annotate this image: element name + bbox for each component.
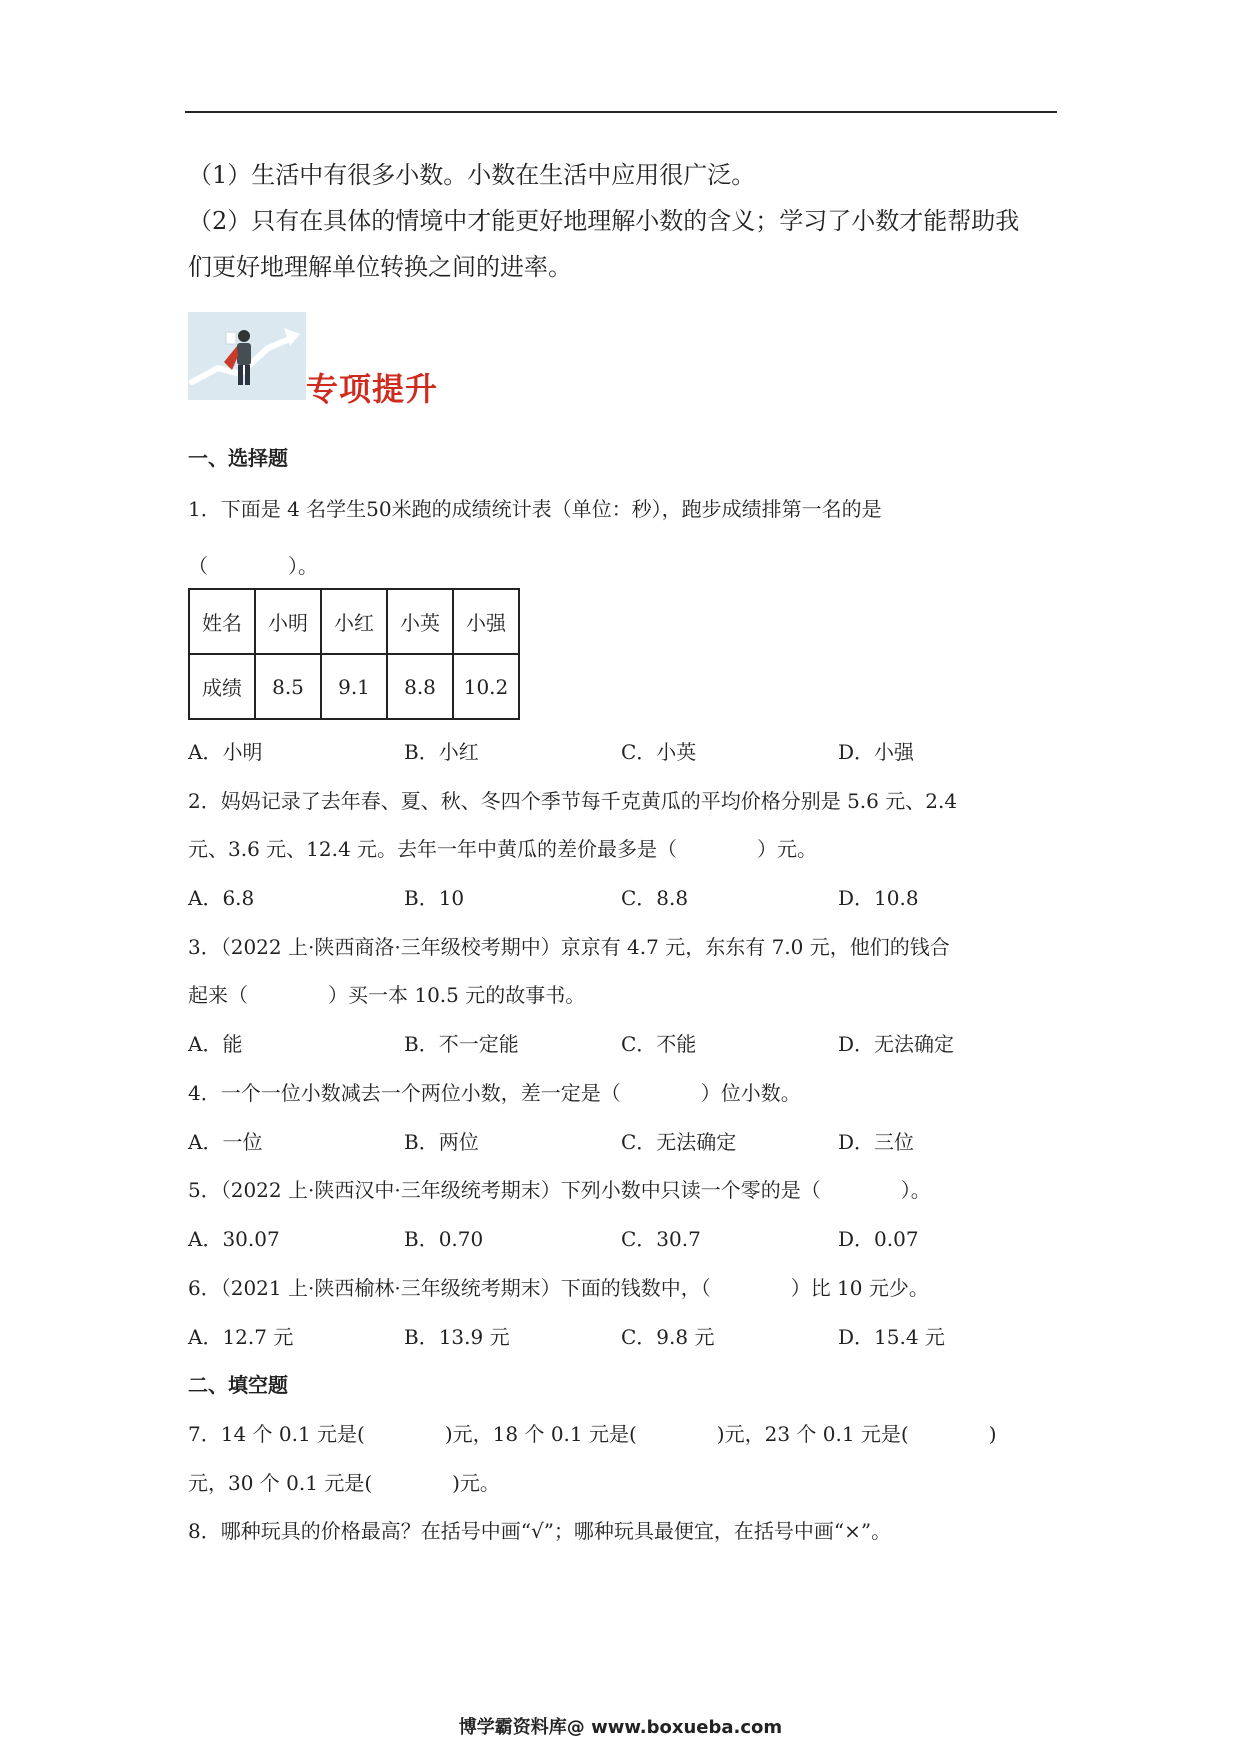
question-5-text: 5．（2022 上·陕西汉中·三年级统考期末）下列小数中只读一个零的是（ ）。	[188, 1178, 931, 1202]
table-cell: 姓名	[189, 589, 255, 654]
q4-option-d[interactable]: D．三位	[838, 1130, 915, 1154]
q6-option-c[interactable]: C．9.8 元	[621, 1325, 715, 1349]
question-8-text: 8．哪种玩具的价格最高？在括号中画“√”；哪种玩具最便宜，在括号中画“×”。	[188, 1519, 892, 1543]
q2-option-b[interactable]: B．10	[404, 886, 465, 910]
table-cell: 小红	[321, 589, 387, 654]
q1-option-c[interactable]: C．小英	[621, 740, 697, 764]
section-heading-fill: 二、填空题	[188, 1373, 288, 1397]
question-2-line-1: 2．妈妈记录了去年春、夏、秋、冬四个季节每千克黄瓜的平均价格分别是 5.6 元、2.4	[188, 789, 958, 813]
score-table	[188, 588, 520, 720]
q5-option-c[interactable]: C．30.7	[621, 1227, 701, 1251]
q6-option-a[interactable]: A．12.7 元	[188, 1325, 294, 1349]
q3-option-b[interactable]: B．不一定能	[404, 1032, 519, 1056]
q4-option-c[interactable]: C．无法确定	[621, 1130, 737, 1154]
q4-option-a[interactable]: A．一位	[188, 1130, 263, 1154]
runner-arrow-icon	[188, 312, 306, 400]
table-row	[189, 589, 519, 654]
table-cell: 小英	[387, 589, 453, 654]
intro-point-2-line-2: 们更好地理解单位转换之间的进率。	[188, 253, 572, 281]
table-cell: 8.5	[255, 654, 321, 719]
question-6-text: 6．（2021 上·陕西榆林·三年级统考期末）下面的钱数中，（ ）比 10 元少。	[188, 1276, 929, 1300]
q5-option-d[interactable]: D．0.07	[838, 1227, 919, 1251]
q3-option-c[interactable]: C．不能	[621, 1032, 697, 1056]
footer-watermark: 博学霸资料库@ www.boxueba.com	[458, 1717, 783, 1738]
question-1-blank: （ ）。	[188, 554, 318, 578]
section-heading-choice: 一、选择题	[188, 446, 288, 470]
q4-option-b[interactable]: B．两位	[404, 1130, 479, 1154]
q1-option-d[interactable]: D．小强	[838, 740, 915, 764]
table-row	[189, 654, 519, 719]
question-7-line-2: 元，30 个 0.1 元是( )元。	[188, 1471, 500, 1495]
q3-option-a[interactable]: A．能	[188, 1032, 243, 1056]
q3-option-d[interactable]: D．无法确定	[838, 1032, 955, 1056]
q5-option-b[interactable]: B．0.70	[404, 1227, 484, 1251]
q1-option-b[interactable]: B．小红	[404, 740, 479, 764]
intro-point-2-line-1: （2）只有在具体的情境中才能更好地理解小数的含义；学习了小数才能帮助我	[188, 207, 1020, 235]
question-2-line-2: 元、3.6 元、12.4 元。去年一年中黄瓜的差价最多是（ ）元。	[188, 837, 818, 861]
q2-option-c[interactable]: C．8.8	[621, 886, 689, 910]
section-banner-title: 专项提升	[306, 370, 439, 408]
banner-illustration	[188, 312, 306, 400]
question-3-line-1: 3．（2022 上·陕西商洛·三年级校考期中）京京有 4.7 元，东东有 7.0 元，他们的钱合	[188, 935, 950, 959]
table-cell: 8.8	[387, 654, 453, 719]
question-1-text: 1．下面是 4 名学生50米跑的成绩统计表（单位：秒），跑步成绩排第一名的是	[188, 497, 882, 521]
header-rule	[185, 111, 1057, 113]
table-cell: 小明	[255, 589, 321, 654]
table-cell: 成绩	[189, 654, 255, 719]
q2-option-a[interactable]: A．6.8	[188, 886, 255, 910]
q1-option-a[interactable]: A．小明	[188, 740, 263, 764]
table-cell: 小强	[453, 589, 519, 654]
question-7-line-1: 7．14 个 0.1 元是( )元，18 个 0.1 元是( )元，23 个 0.1 元是( )	[188, 1422, 997, 1446]
q5-option-a[interactable]: A．30.07	[188, 1227, 280, 1251]
table-cell: 10.2	[453, 654, 519, 719]
question-3-line-2: 起来（ ）买一本 10.5 元的故事书。	[188, 983, 586, 1007]
table-cell: 9.1	[321, 654, 387, 719]
question-4-text: 4．一个一位小数减去一个两位小数，差一定是（ ）位小数。	[188, 1081, 801, 1105]
q2-option-d[interactable]: D．10.8	[838, 886, 919, 910]
q6-option-b[interactable]: B．13.9 元	[404, 1325, 510, 1349]
q6-option-d[interactable]: D．15.4 元	[838, 1325, 945, 1349]
intro-point-1: （1）生活中有很多小数。小数在生活中应用很广泛。	[188, 161, 756, 189]
